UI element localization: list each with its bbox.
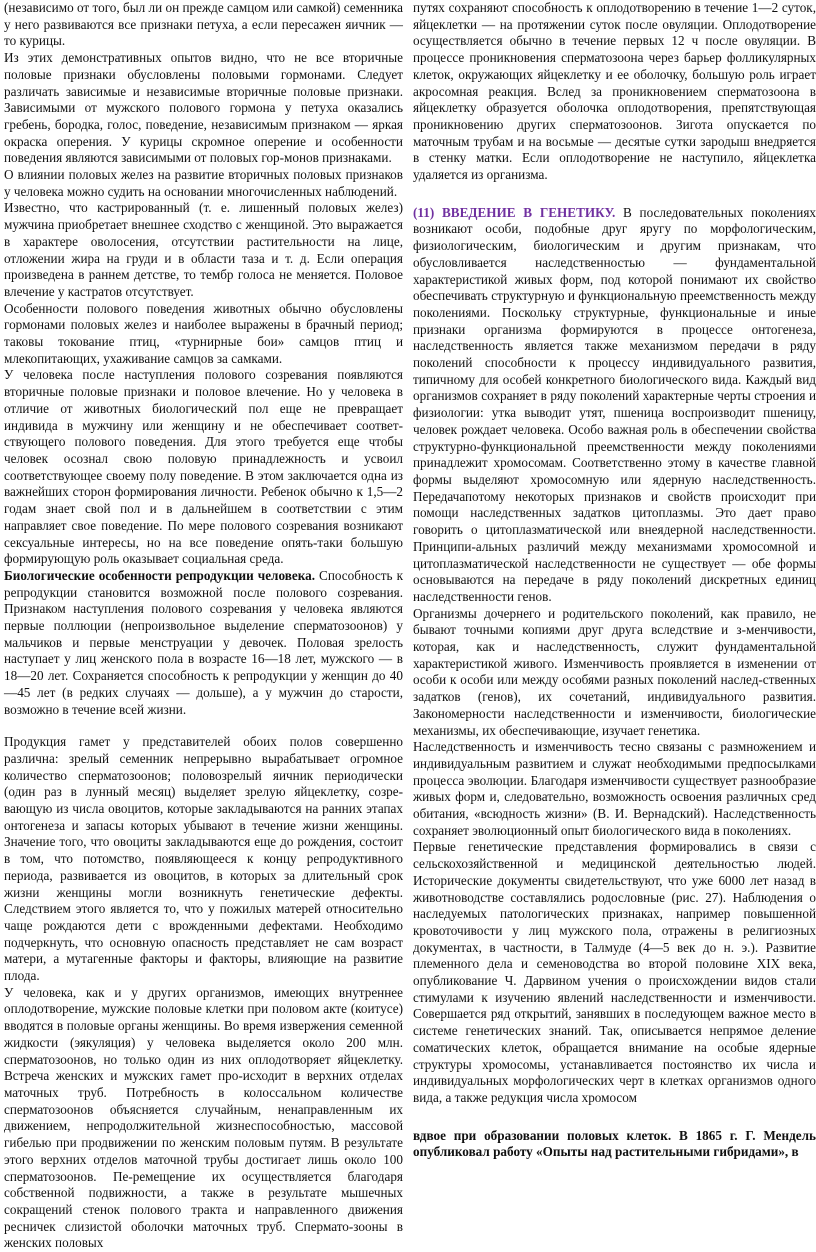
spacer — [413, 1107, 816, 1128]
spacer — [4, 718, 403, 734]
paragraph: Наследственность и изменчивость тесно связаны с размножением и индивидуальным развитием и служат необходимыми предпосылками процесса эволюции. Благодаря изменчивости существует разнообразие живых форм и, следовательно, возможность освоения различных сред обитания, «всюдность жизни» (В. И. Вернадский). Наследственность сохраняет эволюционный опыт биологического вида в поколениях. — [413, 739, 816, 838]
paragraph-genetics-intro — [413, 205, 816, 606]
paragraph: Особенности полового поведения животных обычно обусловлены гормонами половых желез и наиболее выражены в брачный период; таковы токование птиц, «турнирные бои» самцов птиц и млекопитающих, ухаживание самцов за самками. — [4, 300, 403, 366]
paragraph: Организмы дочернего и родительского поколений, как правило, не бывают точными копиями друг друга вследствие и з-менчивости, которая, как и наследственность, служит фундаментальной характеристикой живого. Изменчивость проявляется в изменении от особи к особи или между особями разных поколений наслед-ственных задатков (генов), их сочетаний, индивидуального развития. Закономерности наследственности и изменчивости, биологические механизмы, их обеспечивающие, изучает генетика. — [413, 605, 816, 738]
paragraph: Первые генетические представления формировались в связи с сельскохозяйственной и медицинской деятельностью людей. Исторические документы свидетельствуют, что уже 6000 лет назад в животноводстве составлялись родословные (рис. 27). Наблюдения о наследуемых патологических признаках, например повышенной кровоточивости у лиц мужского пола, отражены в религиозных документах, в частности, в Талмуде (4—5 век до н. э.). Развитие племенного дела и семеноводства во второй половине XIX века, опубликование Ч. Дарвином учения о происхождении видов стали стимулами к изучению явлений наследственности и изменчивости. Совершается ряд открытий, занявших в последующем важное место в системе генетических знаний. Так, описывается непрямое деление соматических клеток, обращается внимание на особые ядерные структуры хромосомы, устанавливается постоянство их числа и индивидуальных морфологических черт в клетках организмов одного вида, а также редукция числа хромосом — [413, 839, 816, 1105]
paragraph: Продукция гамет у представителей обоих полов совершенно различна: зрелый семенник непрерывно вырабатывает огромное количество сперматозоонов; половозрелый яичник периодически (один раз в лунный месяц) выделяет зрелую яйцеклетку, созре-вающую из числа овоцитов, которые закладываются на ранних этапах онтогенеза и запасы которых убывают в течение жизни женщины. Значение того, что овоциты закладываются еще до рождения, состоит в том, что потомство, появляющееся к концу репродуктивного периода, развивается из овоцитов, в которых за длительный срок жизни женщины могли возникнуть генетические дефекты. Следствием этого является то, что у пожилых матерей относительно чаще рождаются дети с врожденными дефектами. Необходимо подчеркнуть, что основную опасность представляет не сам возраст матери, а мутагенные факторы и факторы, влияющие на развитие плода. — [4, 734, 403, 984]
right-column — [413, 0, 816, 1161]
paragraph: Известно, что кастрированный (т. е. лишенный половых желез) мужчина приобретает внешнее сходство с женщиной. Это выражается в характере оволосения, отсутствии растительности на лице, отложении жира на груди и в области таза и т. д. Если операция произведена в раннем детстве, то тембр голоса не меняется. Половое влечение у кастратов отсутствует. — [4, 200, 403, 299]
paragraph: О влиянии половых желез на развитие вторичных половых признаков у человека можно судить на основании многочисленных наблюдений. — [4, 167, 403, 199]
section-number: (11) — [413, 204, 435, 220]
section-heading: ВВЕДЕНИЕ В ГЕНЕТИКУ. — [434, 204, 616, 220]
paragraph-text: В последовательных поколениях возникают особи, подобные друг яругу по морфологическим, физиологическим, биологическим и другим признакам, что обусловливается наследственностью — фундаментальной характеристикой живых форм, под которой понимают их свойство обеспечивать структурную и функциональную преемственность между поколениями. Поскольку структурные, функциональные и иные признаки организма формируются в процессе онтогенеза, наследственность является также механизмом передачи в ряду поколений способности к процессу индивидуального развития, типичному для особей конкретного биологического вида. Каждый вид организмов сохраняет в ряду поколений характерные черты строения и физиологии: утка выводит утят, пшеница воспроизводит пшеницу, человек рождает человека. Особо важная роль в обеспечении свойства структурно-функциональной преемственности между поколениями принадлежит хромосомам. Соответственно этому в качестве главной формы выделяют хромосомную или ядерную наследственность. Передачапотому некоторых признаков и свойств происходит при помощи наследственных задатков цитоплазмы. Это дает право говорить о цитоплазматической или внеядерной наследственности. Принципи-альных различий между механизмами хромосомной и цитоплазматической наследственности не существует — обе формы основываются на передаче в ряду поколений дискретных единиц наследственности генов. — [413, 204, 816, 604]
paragraph: У человека, как и у других организмов, имеющих внутреннее оплодотворение, мужские половые клетки при половом акте (коитусе) вводятся в половые органы женщины. Во время извержения семенной жидкости (эякуляция) у человека выделяется около 200 млн. сперматозоонов, но только один из них оплодотворяет яйцеклетку. Встреча женских и мужских гамет про-исходит в верхних отделах маточных труб. Потребность в колоссальном количестве сперматозоонов объясняется случайным, ненаправленным их движением, непродолжительной жизнеспособностью, массовой гибелью при продвижении по женским половым путям. В результате этого верхних отделов маточной трубы достигает лишь около 100 сперматозоонов. Пе-ремещение их осуществляется благодаря собственной подвижности, а также в результате мышечных сокращений стенок полового тракта и направленного движения ресничек слизистой оболочки маточных труб. Спермато-зооны в женских половых — [4, 984, 403, 1251]
paragraph: путях сохраняют способность к оплодотворению в течение 1—2 суток, яйцеклетки — на протяжении суток после овуляции. Оплодотворение осуществляется обычно в течение первых 12 ч после овуляции. В процессе проникновения сперматозоона через барьер фолликулярных клеток, окружающих яйцеклетку и ее оболочку, большую роль играет акросомная реакция. Вслед за проникновением сперматозоона в яйцеклетку образуется оболочка оплодотворения, препятствующая проникновению других сперматозоонов. Зигота опускается по маточным трубам и на восьмые — десятые сутки зародыш внедряется в стенку матки. Если оплодотворение не наступило, яйцеклетка удаляется из организма. — [413, 0, 816, 183]
left-column — [4, 0, 403, 1252]
paragraph: У человека после наступления полового созревания появляются вторичные половые признаки и половое влечение. Но у человека в отличие от животных биологический пол еще не превращает индивида в мужчину или женщину и не обеспечивает соответ-ствующего полового поведения. Для этого требуется еще чтобы человек осознал свою половую принадлежность и усвоил соответствующее своему полу поведение. В этом заключается одна из важнейших сторон формирования личности. Ребенок обычно к 1,5—2 годам знает свой пол и в дальнейшем в соответствии с этим направляет свое поведение. По мере полового созревания возникают сексуальные интересы, но на все поведение опять-таки большую формирующую роль оказывает социальная среда. — [4, 367, 403, 567]
section-heading: Биологические особенности репродукции человека. — [4, 567, 315, 583]
paragraph-reproduction — [4, 568, 403, 718]
paragraph-text: Способность к репродукции становится возможной после полового созревания. Признаком наступления полового созревания у человека являются первые поллюции (непроизвольное выделение сперматозоонов) у мальчиков и первые менструации у девочек. Половая зрелость наступает у лиц женского пола в возрасте 16—18 лет, мужского — в 18—20 лет. Сохраняется способность к репродукции у женщин до 40—45 лет (в редких случаях — дольше), а у мужчин до старости, возможно в течение всей жизни. — [4, 567, 403, 717]
paragraph: Из этих демонстративных опытов видно, что не все вторичные половые признаки обусловлены половыми гормонами. Следует различать зависимые и независимые вторичные половые признаки. Зависимыми от мужского полового гормона у петуха оказались гребень, бородка, голос, поведение, независимым признаком — яркая окраска оперения. У курицы скромное оперение и особенности поведения являются зависимыми от половых гор-монов признаками. — [4, 50, 403, 166]
spacer — [413, 184, 816, 205]
paragraph: вдвое при образовании половых клеток. В 1865 г. Г. Мендель опубликовал работу «Опыты над растительными гибридами», в — [413, 1127, 816, 1160]
paragraph: (независимо от того, был ли он прежде самцом или самкой) семенника у него развиваются все признаки петуха, а если пересажен яичник — то курицы. — [4, 0, 403, 49]
